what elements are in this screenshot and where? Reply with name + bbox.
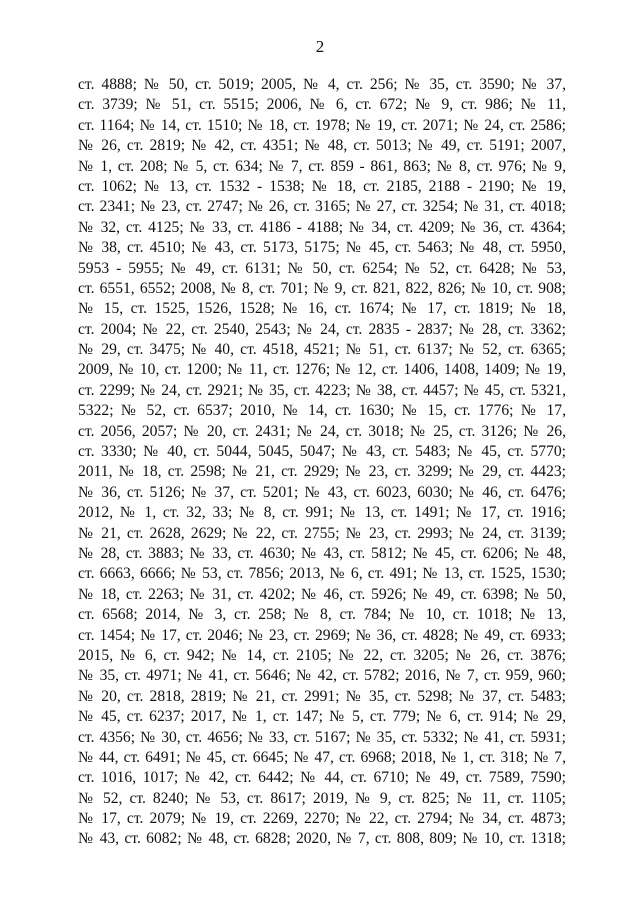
text-line: ст. 6551, 6552; 2008, № 8, ст. 701; № 9, ст. 821, 822, 826; № 10, ст. 908; [78,279,566,297]
page-number: 2 [315,37,325,56]
text-line: № 43, ст. 6082; № 48, ст. 6828; 2020, № 7, ст. 808, 809; № 10, ст. 1318; [78,830,566,848]
text-line: ст. 6663, 6666; № 53, ст. 7856; 2013, № 6, ст. 491; № 13, ст. 1525, 1530; [78,565,566,583]
text-line: № 36, ст. 5126; № 37, ст. 5201; № 43, ст. 6023, 6030; № 46, ст. 6476; [78,483,566,501]
text-line: ст. 1062; № 13, ст. 1532 - 1538; № 18, ст. 2185, 2188 - 2190; № 19, [78,177,566,195]
text-line: 5953 - 5955; № 49, ст. 6131; № 50, ст. 6254; № 52, ст. 6428; № 53, [78,259,566,277]
text-line: ст. 3739; № 51, ст. 5515; 2006, № 6, ст. 672; № 9, ст. 986; № 11, [78,96,566,114]
text-line: № 38, ст. 4510; № 43, ст. 5173, 5175; № 45, ст. 5463; № 48, ст. 5950, [78,239,566,257]
text-line: № 32, ст. 4125; № 33, ст. 4186 - 4188; № 34, ст. 4209; № 36, ст. 4364; [78,218,566,236]
text-line: ст. 1016, 1017; № 42, ст. 6442; № 44, ст. 6710; № 49, ст. 7589, 7590; [78,769,566,787]
text-line: № 29, ст. 3475; № 40, ст. 4518, 4521; № 51, ст. 6137; № 52, ст. 6365; [78,341,566,359]
text-line: № 21, ст. 2628, 2629; № 22, ст. 2755; № 23, ст. 2993; № 24, ст. 3139; [78,524,566,542]
text-line: № 26, ст. 2819; № 42, ст. 4351; № 48, ст. 5013; № 49, ст. 5191; 2007, [78,137,566,155]
text-line: № 52, ст. 8240; № 53, ст. 8617; 2019, № 9, ст. 825; № 11, ст. 1105; [78,789,566,807]
text-line: № 15, ст. 1525, 1526, 1528; № 16, ст. 1674; № 17, ст. 1819; № 18, [78,300,566,318]
text-line: ст. 6568; 2014, № 3, ст. 258; № 8, ст. 784; № 10, ст. 1018; № 13, [78,606,566,624]
text-line: № 17, ст. 2079; № 19, ст. 2269, 2270; № 22, ст. 2794; № 34, ст. 4873; [78,810,566,828]
text-line: ст. 2299; № 24, ст. 2921; № 35, ст. 4223; № 38, ст. 4457; № 45, ст. 5321, [78,381,566,399]
text-line: 2011, № 18, ст. 2598; № 21, ст. 2929; № 23, ст. 3299; № 29, ст. 4423; [78,463,566,481]
text-line: ст. 4888; № 50, ст. 5019; 2005, № 4, ст. 256; № 35, ст. 3590; № 37, [78,76,566,93]
text-line: № 20, ст. 2818, 2819; № 21, ст. 2991; № 35, ст. 5298; № 37, ст. 5483; [78,687,566,705]
text-line: № 44, ст. 6491; № 45, ст. 6645; № 47, ст. 6968; 2018, № 1, ст. 318; № 7, [78,748,566,766]
text-line: № 28, ст. 3883; № 33, ст. 4630; № 43, ст. 5812; № 45, ст. 6206; № 48, [78,544,566,562]
text-line: № 18, ст. 2263; № 31, ст. 4202; № 46, ст. 5926; № 49, ст. 6398; № 50, [78,585,566,603]
document-body-text [78,75,566,850]
text-line: ст. 2341; № 23, ст. 2747; № 26, ст. 3165; № 27, ст. 3254; № 31, ст. 4018; [78,198,566,216]
text-line: 5322; № 52, ст. 6537; 2010, № 14, ст. 1630; № 15, ст. 1776; № 17, [78,402,566,420]
text-line: ст. 3330; № 40, ст. 5044, 5045, 5047; № 43, ст. 5483; № 45, ст. 5770; [78,443,566,461]
text-line: ст. 1164; № 14, ст. 1510; № 18, ст. 1978; № 19, ст. 2071; № 24, ст. 2586; [78,116,566,134]
text-line: ст. 2056, 2057; № 20, ст. 2431; № 24, ст. 3018; № 25, ст. 3126; № 26, [78,422,566,440]
text-line: ст. 1454; № 17, ст. 2046; № 23, ст. 2969; № 36, ст. 4828; № 49, ст. 6933; [78,626,566,644]
text-line: 2009, № 10, ст. 1200; № 11, ст. 1276; № 12, ст. 1406, 1408, 1409; № 19, [78,361,566,379]
text-line: 2015, № 6, ст. 942; № 14, ст. 2105; № 22, ст. 3205; № 26, ст. 3876; [78,646,566,664]
text-line: ст. 4356; № 30, ст. 4656; № 33, ст. 5167; № 35, ст. 5332; № 41, ст. 5931; [78,728,566,746]
text-line: ст. 2004; № 22, ст. 2540, 2543; № 24, ст. 2835 - 2837; № 28, ст. 3362; [78,320,566,338]
text-line: 2012, № 1, ст. 32, 33; № 8, ст. 991; № 13, ст. 1491; № 17, ст. 1916; [78,504,566,522]
text-line: № 1, ст. 208; № 5, ст. 634; № 7, ст. 859 - 861, 863; № 8, ст. 976; № 9, [78,157,566,175]
text-line: № 35, ст. 4971; № 41, ст. 5646; № 42, ст. 5782; 2016, № 7, ст. 959, 960; [78,667,566,685]
text-line: № 45, ст. 6237; 2017, № 1, ст. 147; № 5, ст. 779; № 6, ст. 914; № 29, [78,708,566,726]
